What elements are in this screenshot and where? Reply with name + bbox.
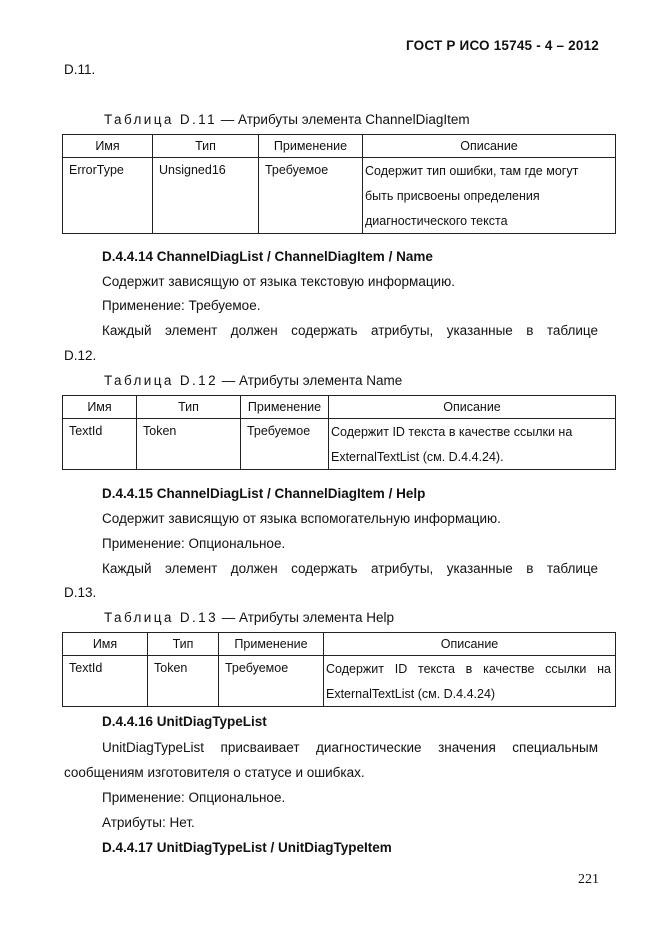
table-cell: TextId <box>63 656 148 707</box>
document-header: ГОСТ Р ИСО 15745 - 4 – 2012 <box>406 38 599 53</box>
column-header: Имя <box>63 396 137 419</box>
table-cell: Требуемое <box>219 656 324 707</box>
caption-text: — Атрибуты элемента Help <box>218 610 395 625</box>
table-header-row <box>63 396 616 419</box>
paragraph: Содержит зависящую от языка текстовую информацию. <box>102 274 455 289</box>
paragraph: Каждый элемент должен содержать атрибуты, указанные в таблице <box>102 561 598 576</box>
table-caption-d11 <box>104 112 470 127</box>
table-cell: Token <box>148 656 219 707</box>
column-header: Описание <box>329 396 616 419</box>
table-cell: Содержит ID текста в качестве ссылки на ExternalTextList (см. D.4.4.24). <box>329 419 616 470</box>
paragraph: Применение: Опциональное. <box>102 536 286 551</box>
column-header: Применение <box>241 396 329 419</box>
table-caption-d13 <box>104 610 394 625</box>
section-heading: D.4.4.15 ChannelDiagList / ChannelDiagItem / Help <box>102 486 426 501</box>
table-cell: Содержит тип ошибки, там где могут быть присвоены определения диагностического текста <box>363 158 616 234</box>
column-header: Применение <box>259 135 363 158</box>
table-caption-d12 <box>104 373 402 388</box>
column-header: Имя <box>63 633 148 656</box>
page-number: 221 <box>578 872 599 887</box>
column-header: Тип <box>148 633 219 656</box>
section-heading: D.4.4.14 ChannelDiagList / ChannelDiagItem / Name <box>102 249 433 264</box>
table-row <box>63 419 616 470</box>
column-header: Имя <box>63 135 153 158</box>
caption-text: — Атрибуты элемента ChannelDiagItem <box>217 112 470 127</box>
table-cell: ErrorType <box>63 158 153 234</box>
table-row <box>63 656 616 707</box>
table-d12 <box>62 395 616 470</box>
paragraph: Применение: Требуемое. <box>102 298 261 313</box>
table-d13 <box>62 632 616 707</box>
paragraph-continuation: D.11. <box>64 62 96 77</box>
table-cell: Unsigned16 <box>153 158 259 234</box>
section-heading: D.4.4.17 UnitDiagTypeList / UnitDiagTypeItem <box>102 840 392 855</box>
paragraph: Атрибуты: Нет. <box>102 815 195 830</box>
column-header: Описание <box>363 135 616 158</box>
column-header: Описание <box>324 633 616 656</box>
table-d11 <box>62 134 616 234</box>
paragraph: D.12. <box>64 348 97 363</box>
paragraph: Применение: Опциональное. <box>102 790 286 805</box>
column-header: Применение <box>219 633 324 656</box>
caption-label: Таблица D.13 <box>104 610 218 625</box>
caption-text: — Атрибуты элемента Name <box>218 373 403 388</box>
table-header-row <box>63 633 616 656</box>
table-header-row <box>63 135 616 158</box>
paragraph: сообщениям изготовителя о статусе и ошибках. <box>64 765 365 780</box>
paragraph: UnitDiagTypeList присваивает диагностические значения специальным <box>102 740 598 755</box>
paragraph: D.13. <box>64 585 97 600</box>
table-cell: Token <box>137 419 241 470</box>
section-heading: D.4.4.16 UnitDiagTypeList <box>102 714 267 729</box>
table-row <box>63 158 616 234</box>
column-header: Тип <box>137 396 241 419</box>
table-cell: Содержит ID текста в качестве ссылки на ExternalTextList (см. D.4.4.24) <box>324 656 616 707</box>
table-cell: Требуемое <box>241 419 329 470</box>
caption-label: Таблица D.12 <box>104 373 218 388</box>
paragraph: Каждый элемент должен содержать атрибуты, указанные в таблице <box>102 323 598 338</box>
table-cell: TextId <box>63 419 137 470</box>
table-cell: Требуемое <box>259 158 363 234</box>
column-header: Тип <box>153 135 259 158</box>
caption-label: Таблица D.11 <box>104 112 217 127</box>
paragraph: Содержит зависящую от языка вспомогательную информацию. <box>102 511 501 526</box>
